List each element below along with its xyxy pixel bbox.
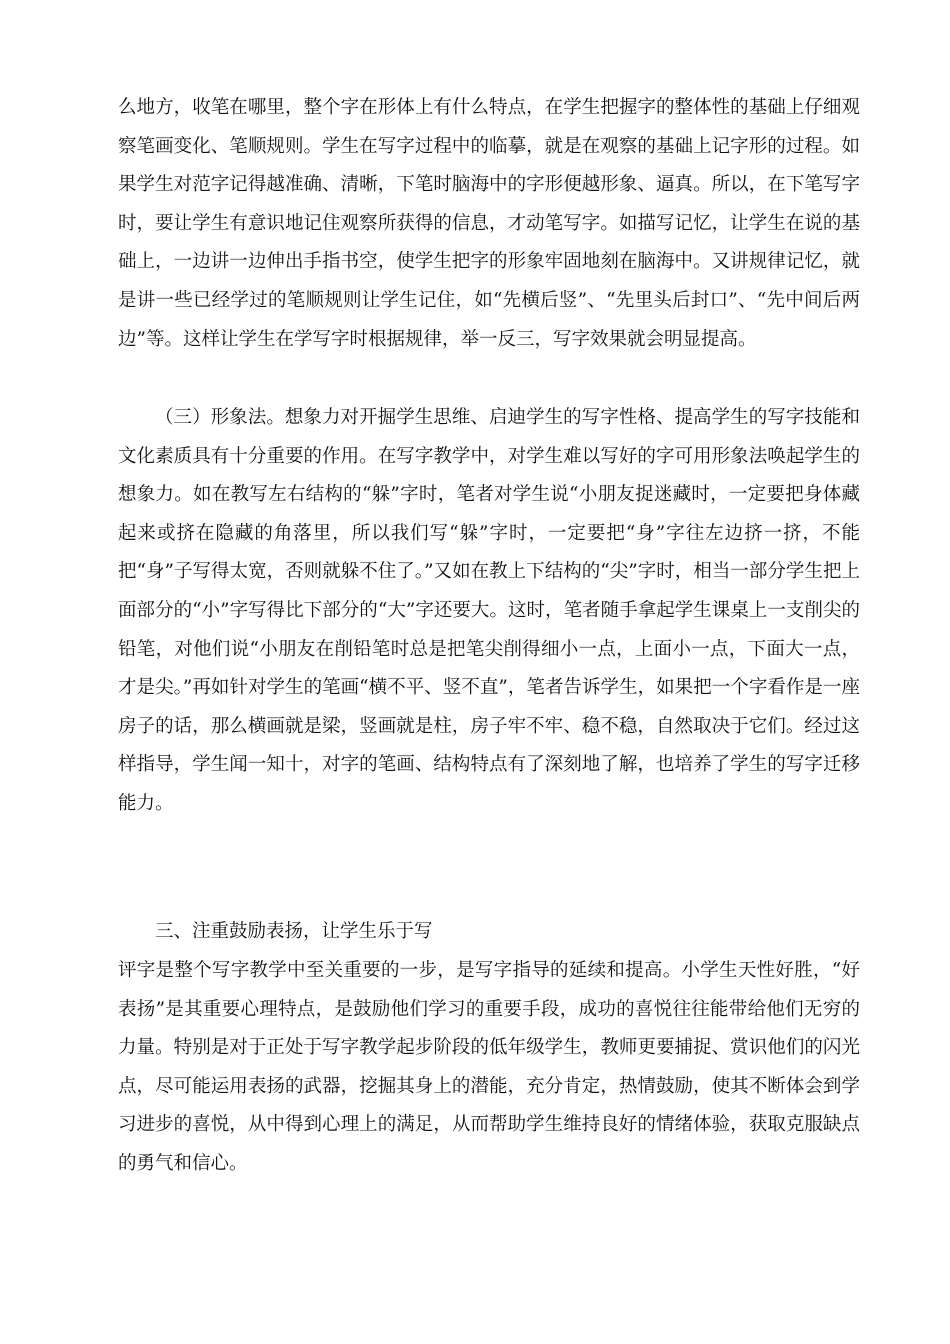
section-heading — [118, 913, 860, 952]
paragraph-text: 么地方，收笔在哪里，整个字在形体上有什么特点，在学生把握字的整体性的基础上仔细观察笔画变化、笔顺规则。学生在写字过程中的临摹，就是在观察的基础上记字形的过程。如果学生对范字记得越准确、清晰，下笔时脑海中的字形便越形象、逼真。所以，在下笔写字时，要让学生有意识地记住观察所获得的信息，才动笔写字。如描写记忆，让学生在说的基础上，一边讲一边伸出手指书空，使学生把字的形象牢固地刻在脑海中。又讲规律记忆，就是讲一些已经学过的笔顺规则让学生记住，如“先横后竖”、“先里头后封口”、“先中间后两边”等。这样让学生在学写字时根据规律，举一反三，写字效果就会明显提高。 — [118, 97, 860, 350]
paragraph-encouragement — [118, 952, 860, 1184]
paragraph-text: 评字是整个写字教学中至关重要的一步，是写字指导的延续和提高。小学生天性好胜，“好表扬”是其重要心理特点，是鼓励他们学习的重要手段，成功的喜悦往往能带给他们无穷的力量。特别是对于正处于写字教学起步阶段的低年级学生，教师更要捕捉、赏识他们的闪光点，尽可能运用表扬的武器，挖掘其身上的潜能，充分肯定，热情鼓励，使其不断体会到学习进步的喜悦，从中得到心理上的满足，从而帮助学生维持良好的情绪体验，获取克服缺点的勇气和信心。 — [118, 960, 860, 1174]
paragraph-observation-memory — [118, 89, 860, 359]
paragraph-text: （三）形象法。想象力对开掘学生思维、启迪学生的写字性格、提高学生的写字技能和文化素质具有十分重要的作用。在写字教学中，对学生难以写好的字可用形象法唤起学生的想象力。如在教写左右结构的“躲”字时，笔者对学生说“小朋友捉迷藏时，一定要把身体藏起来或挤在隐藏的角落里，所以我们写“躲”字时，一定要把“身”字往左边挤一挤，不能把“身”子写得太宽，否则就躲不住了。”又如在教上下结构的“尖”字时，相当一部分学生把上面部分的“小”字写得比下部分的“大”字还要大。这时，笔者随手拿起学生课桌上一支削尖的铅笔，对他们说“小朋友在削铅笔时总是把笔尖削得细小一点，上面小一点，下面大一点，才是尖。”再如针对学生的笔画“横不平、竖不直”，笔者告诉学生，如果把一个字看作是一座房子的话，那么横画就是梁，竖画就是柱，房子牢不牢、稳不稳，自然取决于它们。经过这样指导，学生闻一知十，对字的笔画、结构特点有了深刻地了解，也培养了学生的写字迁移能力。 — [118, 407, 860, 814]
paragraph-imagery-method — [118, 399, 860, 824]
section-heading-text: 三、注重鼓励表扬，让学生乐于写 — [155, 921, 433, 942]
